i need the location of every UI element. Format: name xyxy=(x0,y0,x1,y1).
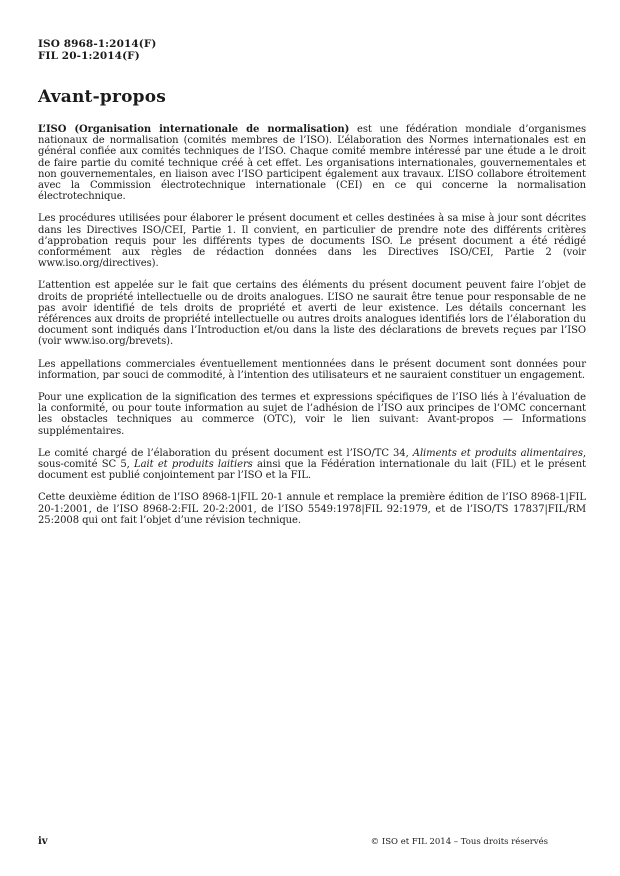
paragraph-edition: Cette deuxième édition de l’ISO 8968-1|FIL 20-1 annule et remplace la première édition de l’ISO 8968-1|FIL 20-1:2001, de l’ISO 8968-2:FIL 20-2:2001, de l’ISO 5549:1978|FIL 92:1979, et de l’ISO/TS 17837|FIL/RM 25:2008 qui ont fait l’objet d’une révision technique. xyxy=(38,492,586,526)
paragraph-trade-names: Les appellations commerciales éventuellement mentionnées dans le présent document sont données pour information, par souci de commodité, à l’intention des utilisateurs et ne sauraient constituer un engagement. xyxy=(38,358,586,381)
copyright-notice: © ISO et FIL 2014 – Tous droits réservés xyxy=(370,837,548,847)
paragraph-patents: L’attention est appelée sur le fait que certains des éléments du présent document peuvent faire l’objet de droits de propriété intellectuelle ou de droits analogues. L’ISO ne saurait être tenue pour responsable de ne pas avoir identifié de tels droits de propriété et averti de leur existence. Les détails concernant les références aux droits de propriété intellectuelle ou autres droits analogues identifiés lors de l’élaboration du document sont indiqués dans l’Introduction et/ou dans la liste des déclarations de brevets reçues par l’ISO (voir www.iso.org/brevets). xyxy=(38,280,586,348)
iso-definition-bold: L’ISO (Organisation internationale de normalisation) xyxy=(38,124,350,135)
paragraph-procedures: Les procédures utilisées pour élaborer le présent document et celles destinées à sa mise à jour sont décrites dans les Directives ISO/CEI, Partie 1. Il convient, en particulier de prendre note des différents critères d’approbation requis pour les différents types de documents ISO. Le présent document a été rédigé conformément aux règles de rédaction données dans les Directives ISO/CEI, Partie 2 (voir www.iso.org/directives). xyxy=(38,213,586,270)
paragraph-committee xyxy=(38,448,586,482)
committee-text-e: ainsi que la Fédération internationale du lait (FIL) et le présent document est publié conjointement par l’ISO et la FIL. xyxy=(38,459,586,482)
fil-reference: FIL 20-1:2014(F) xyxy=(38,50,140,62)
document-reference xyxy=(38,38,156,62)
committee-text-c: , sous-comité SC 5, xyxy=(38,447,586,471)
iso-intro-text: est une fédération mondiale d’organismes nationaux de normalisation (comités membres de l’ISO). L’élaboration des Normes internationales est en général confiée aux comités techniques de l’ISO. Chaque comité membre intéressé par une étude a le droit de faire partie du comité technique créé à cet effet. Les organisations internationales, gouvernementales et non gouvernementales, en liaison avec l’ISO participent également aux travaux. L’ISO collabore étroitement avec la Commission électrotechnique internationale (CEI) en ce qui concerne la normalisation électrotechnique. xyxy=(38,124,587,203)
foreword-body xyxy=(38,124,586,537)
subcommittee-title-milk: Lait et produits laitiers xyxy=(134,459,253,471)
committee-title-food: Aliments et produits alimentaires xyxy=(412,447,583,459)
iso-reference: ISO 8968-1:2014(F) xyxy=(38,38,157,50)
page-number: iv xyxy=(38,836,48,847)
paragraph-iso-intro xyxy=(38,124,586,202)
committee-text-a: Le comité chargé de l’élaboration du présent document est l’ISO/TC 34, xyxy=(38,447,413,459)
paragraph-conformity: Pour une explication de la signification des termes et expressions spécifiques de l’ISO liés à l’évaluation de la conformité, ou pour toute information au sujet de l’adhésion de l’ISO aux principes de l’OMC concernant les obstacles techniques au commerce (OTC), voir le lien suivant: Avant-propos — Informations supplémentaires. xyxy=(38,392,586,437)
page-title: Avant-propos xyxy=(38,87,167,107)
